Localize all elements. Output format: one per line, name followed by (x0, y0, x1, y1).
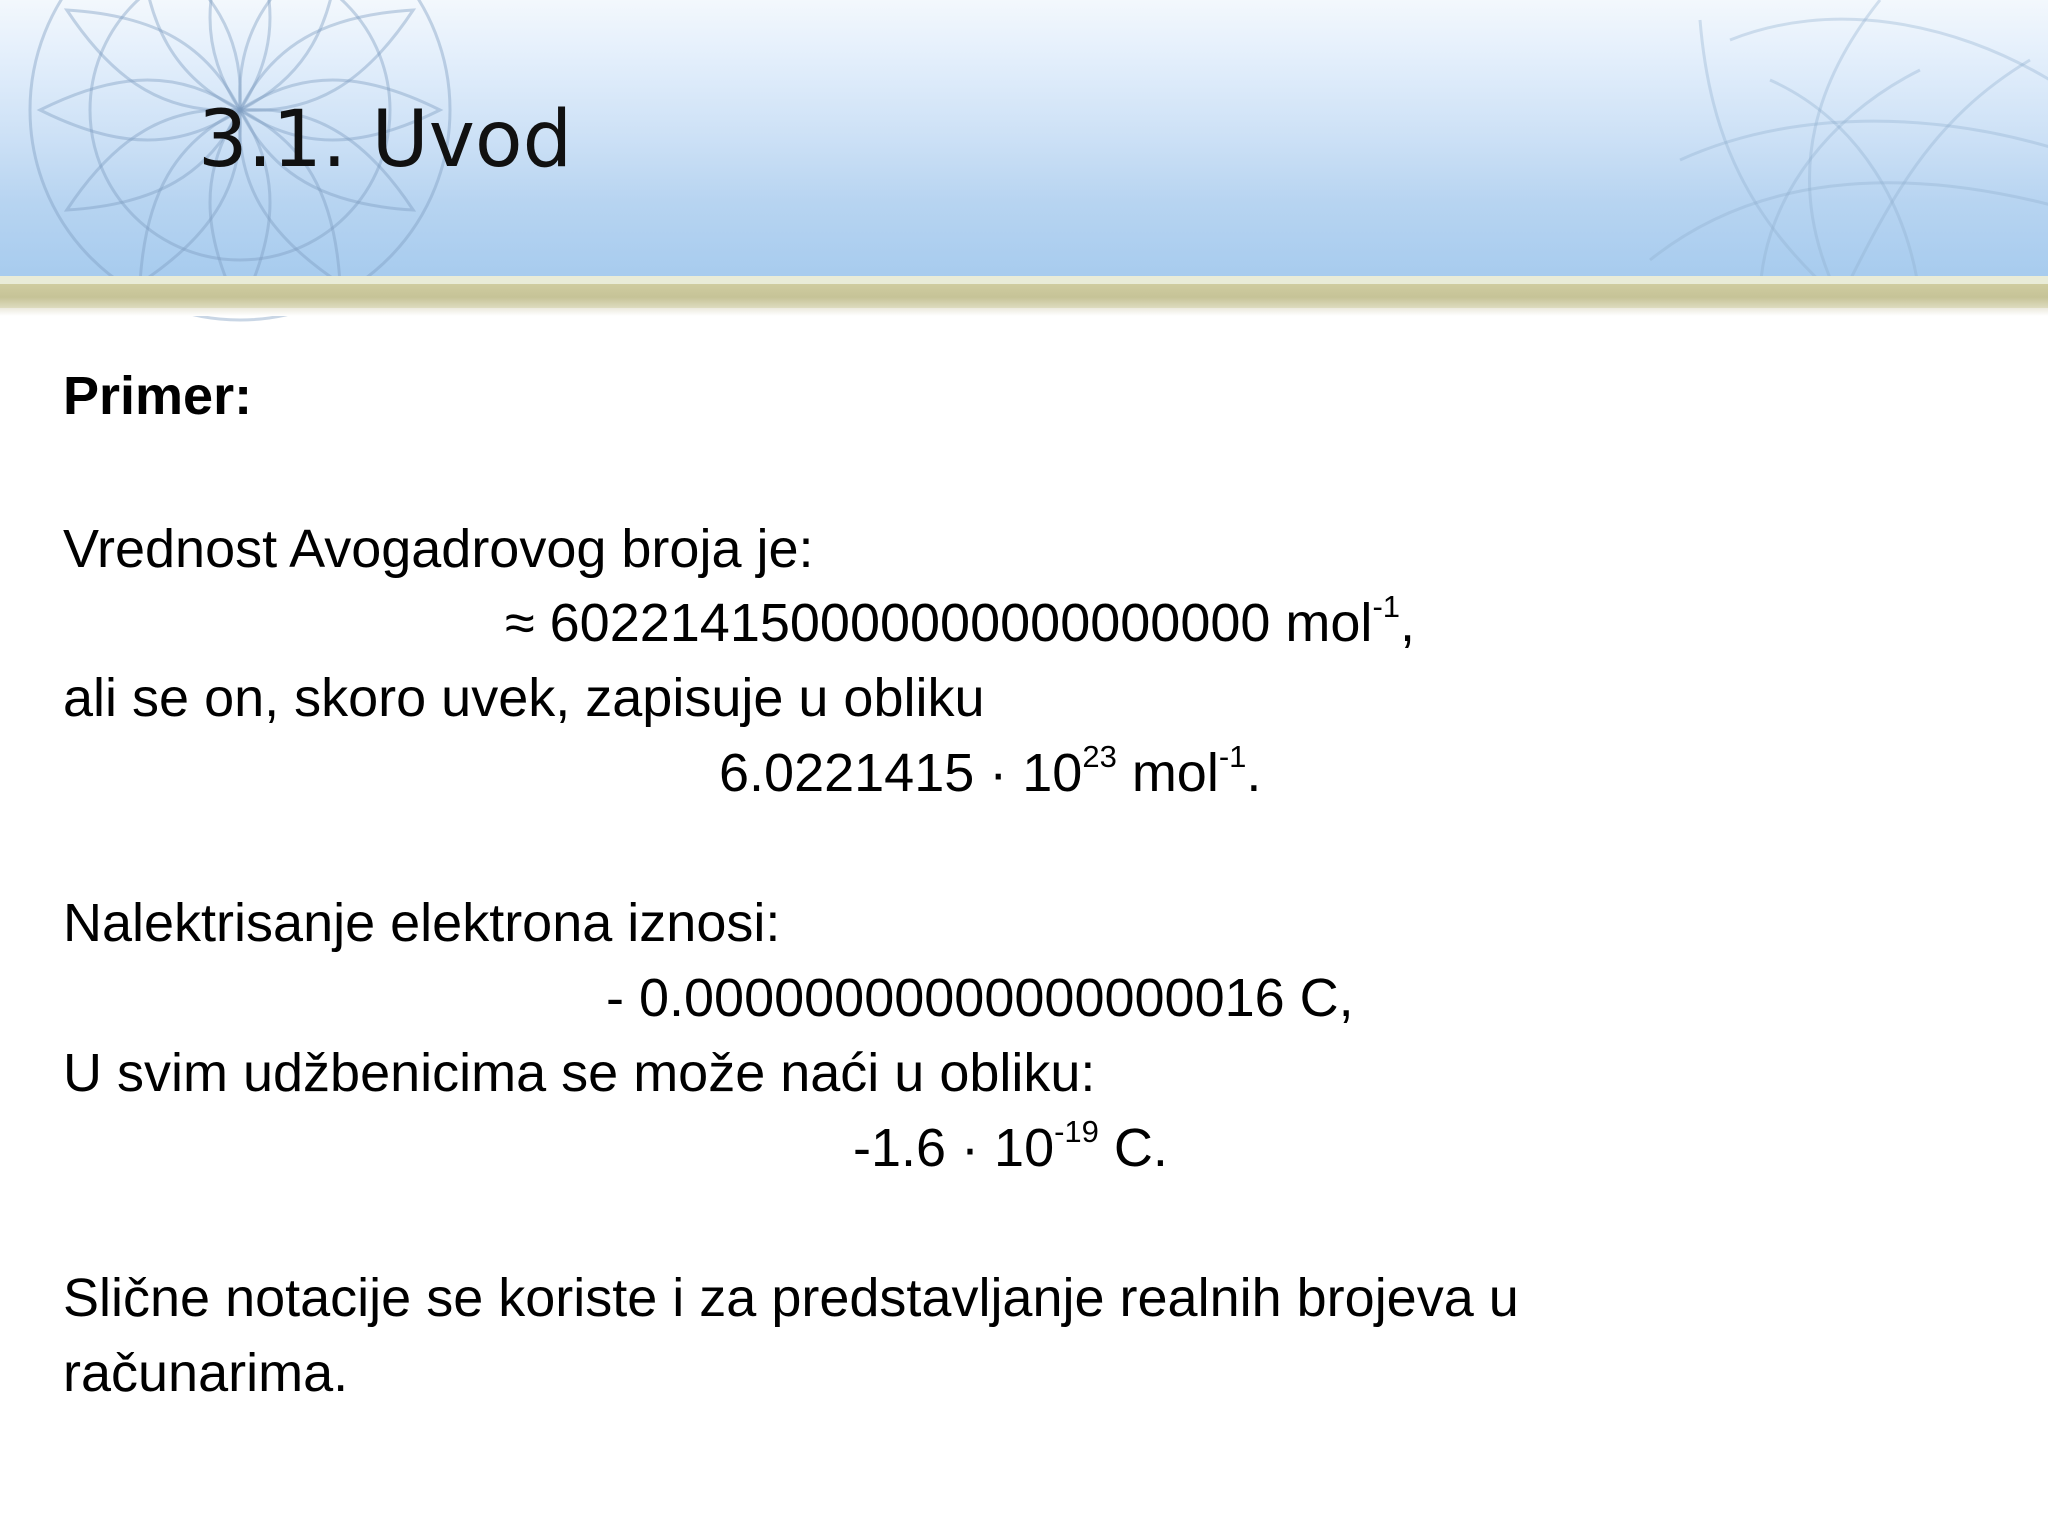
avogadro-note: ali se on, skoro uvek, zapisuje u obliku (63, 668, 985, 728)
avogadro-full-exponent: -1 (1372, 589, 1401, 624)
slide-title: 3.1. Uvod (198, 95, 573, 185)
avogadro-full-value (505, 591, 1415, 655)
header-divider (0, 284, 2048, 308)
electron-full-value: - 0.00000000000000000016 C, (606, 968, 1354, 1028)
header-rule-highlight (0, 276, 2048, 284)
example-heading: Primer: (63, 366, 253, 426)
electron-intro: Nalektrisanje elektrona iznosi: (63, 893, 781, 953)
avogadro-sci-mantissa: 6.0221415 · 10 (719, 743, 1083, 803)
avogadro-sci-unit: mol (1116, 743, 1219, 803)
electron-sci-mantissa: -1.6 · 10 (853, 1118, 1055, 1178)
electron-sci-power: -19 (1054, 1114, 1099, 1149)
electron-scientific-value (853, 1116, 1168, 1180)
avogadro-full-suffix: , (1400, 593, 1416, 653)
electron-sci-suffix: C. (1098, 1118, 1168, 1178)
avogadro-sci-unit-exponent: -1 (1218, 739, 1247, 774)
avogadro-scientific-value (719, 741, 1261, 805)
closing-line-1: Slične notacije se koriste i za predstavljanje realnih brojeva u (63, 1268, 1519, 1328)
avogadro-sci-power: 23 (1082, 739, 1117, 774)
closing-line-2: računarima. (63, 1343, 349, 1403)
electron-note: U svim udžbenicima se može naći u obliku: (63, 1043, 1096, 1103)
avogadro-full-number: ≈ 602214150000000000000000 mol (505, 593, 1373, 653)
avogadro-sci-suffix: . (1246, 743, 1262, 803)
avogadro-intro: Vrednost Avogadrovog broja je: (63, 519, 814, 579)
header-divider-fade (0, 308, 2048, 316)
